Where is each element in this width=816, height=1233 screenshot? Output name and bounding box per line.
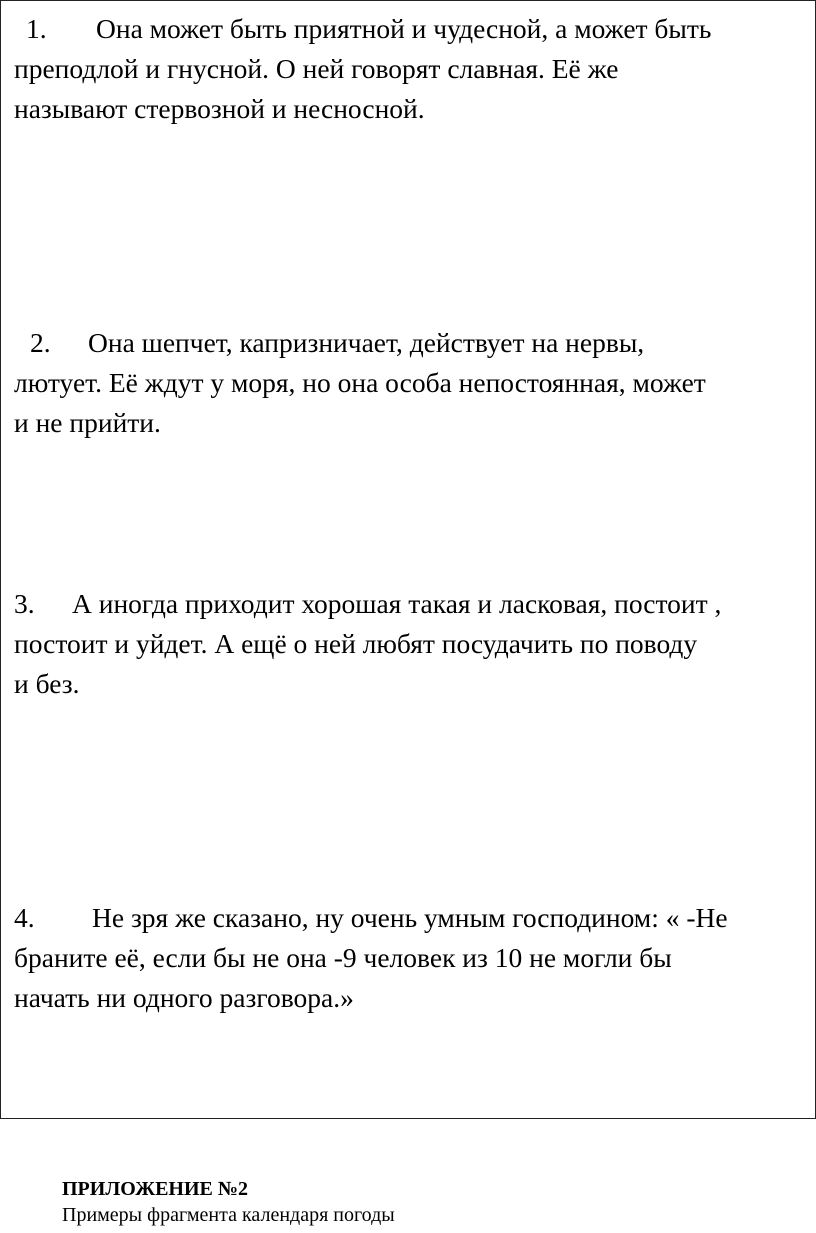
riddle-2-line-2: лютует. Её ждут у моря, но она особа непостоянная, может — [14, 367, 706, 398]
appendix-title: ПРИЛОЖЕНИЕ №2 — [62, 1178, 248, 1200]
riddle-3-number: 3. — [14, 588, 35, 619]
riddle-4-number: 4. — [14, 902, 35, 933]
riddle-2-line-3: и не прийти. — [14, 407, 161, 438]
riddle-3-line-2: постоит и уйдет. А ещё о ней любят посудачить по поводу — [14, 628, 698, 659]
riddle-4 — [14, 898, 816, 1018]
riddle-1-line-3: называют стервозной и несносной. — [14, 93, 425, 124]
appendix-heading — [62, 1176, 395, 1228]
riddle-1-line-2: преподлой и гнусной. О ней говорят славная. Её же — [14, 53, 619, 84]
appendix-subtitle: Примеры фрагмента календаря погоды — [62, 1204, 395, 1226]
riddle-1-text-1: Она может быть приятной и чудесной, а может быть — [96, 13, 712, 44]
riddle-2 — [14, 323, 816, 443]
riddle-4-line-2: браните её, если бы не она -9 человек из 10 не могли бы — [14, 942, 672, 973]
riddle-3-line-3: и без. — [14, 668, 80, 699]
riddle-3-line-1 — [14, 584, 816, 624]
riddle-4-line-1 — [14, 898, 816, 938]
riddle-2-line-1 — [14, 323, 816, 363]
riddle-3-text-1: А иногда приходит хорошая такая и ласковая, постоит , — [72, 588, 722, 619]
riddle-1 — [14, 9, 816, 129]
riddle-2-text-1: Она шепчет, капризничает, действует на нервы, — [88, 327, 645, 358]
riddle-3 — [14, 584, 816, 704]
riddle-4-text-1: Не зря же сказано, ну очень умным господином: « -Не — [92, 902, 728, 933]
riddle-2-number: 2. — [30, 327, 51, 358]
riddle-1-number: 1. — [26, 13, 47, 44]
riddle-4-line-3: начать ни одного разговора.» — [14, 982, 354, 1013]
riddle-1-line-1 — [14, 9, 816, 49]
